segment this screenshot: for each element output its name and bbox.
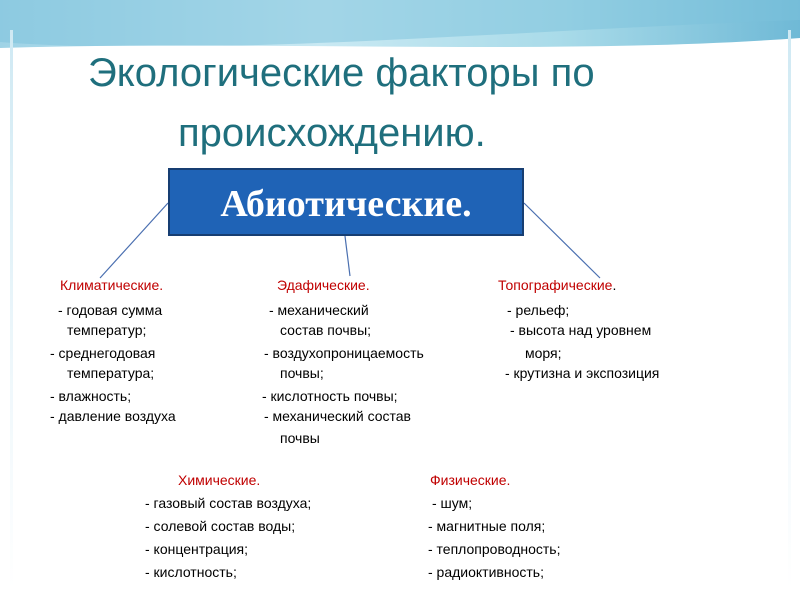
physical-list (428, 562, 544, 582)
climatic-list (58, 300, 162, 320)
edaphic-item: - механический (269, 302, 369, 318)
edaphic-item: состав почвы; (280, 322, 372, 338)
abiotic-box: Абиотические. (168, 168, 524, 236)
slide-title-line1: Экологические факторы по (88, 51, 595, 95)
chemical-item: - газовый состав воздуха; (145, 495, 312, 511)
climatic-list (50, 343, 155, 363)
edaphic-item: - кислотность почвы; (262, 388, 398, 404)
physical-list (428, 539, 560, 559)
topographic-list (525, 343, 562, 363)
chemical-list (145, 493, 311, 513)
edaphic-list (264, 406, 411, 426)
physical-item: - шум; (432, 495, 473, 511)
chemical-heading (178, 470, 260, 490)
topographic-item: - рельеф; (507, 302, 570, 318)
topographic-item: - крутизна и экспозиция (505, 365, 660, 381)
connector-topographic (524, 203, 600, 278)
topographic-list (510, 320, 651, 340)
chemical-list (145, 562, 237, 582)
edaphic-list (280, 363, 324, 383)
climatic-heading-text: Климатические. (60, 277, 164, 293)
climatic-item: - годовая сумма (58, 302, 163, 318)
chemical-item: - солевой состав воды; (145, 518, 296, 534)
edaphic-item: - воздухопроницаемость (264, 345, 424, 361)
physical-heading-text: Физические. (430, 472, 511, 488)
climatic-item: - давление воздуха (50, 408, 176, 424)
slide-title-line2: происхождению. (178, 111, 486, 155)
chemical-heading-text: Химические. (178, 472, 261, 488)
edaphic-list (262, 386, 398, 406)
topographic-item: - высота над уровнем (510, 322, 652, 338)
topographic-list (505, 363, 659, 383)
edaphic-item: почвы (280, 430, 320, 446)
physical-list (428, 516, 545, 536)
topographic-heading (498, 275, 616, 295)
climatic-list (67, 320, 146, 340)
physical-item: - магнитные поля; (428, 518, 546, 534)
topographic-item: моря; (525, 345, 562, 361)
topographic-list (507, 300, 569, 320)
chemical-item: - концентрация; (145, 541, 249, 557)
connector-climatic (100, 203, 168, 278)
edaphic-heading (277, 275, 370, 295)
edaphic-list (280, 428, 320, 448)
climatic-list (50, 406, 176, 426)
edaphic-list (269, 300, 369, 320)
physical-item: - радиоктивность; (428, 564, 544, 580)
physical-list (432, 493, 472, 513)
physical-item: - теплопроводность; (428, 541, 561, 557)
climatic-item: - среднегодовая (50, 345, 156, 361)
physical-heading (430, 470, 510, 490)
topographic-heading-dot: . (612, 277, 617, 293)
chemical-list (145, 516, 295, 536)
chemical-list (145, 539, 248, 559)
climatic-list (67, 363, 154, 383)
climatic-heading (60, 275, 163, 295)
edaphic-list (280, 320, 371, 340)
edaphic-item: почвы; (280, 365, 324, 381)
climatic-item: температура; (67, 365, 155, 381)
climatic-item: - влажность; (50, 388, 132, 404)
edaphic-item: - механический состав (264, 408, 411, 424)
topographic-heading-text: Топографические (498, 277, 613, 293)
connector-edaphic (345, 236, 350, 276)
edaphic-list (264, 343, 424, 363)
edaphic-heading-text: Эдафические. (277, 277, 370, 293)
climatic-item: температур; (67, 322, 147, 338)
climatic-list (50, 386, 131, 406)
chemical-item: - кислотность; (145, 564, 237, 580)
